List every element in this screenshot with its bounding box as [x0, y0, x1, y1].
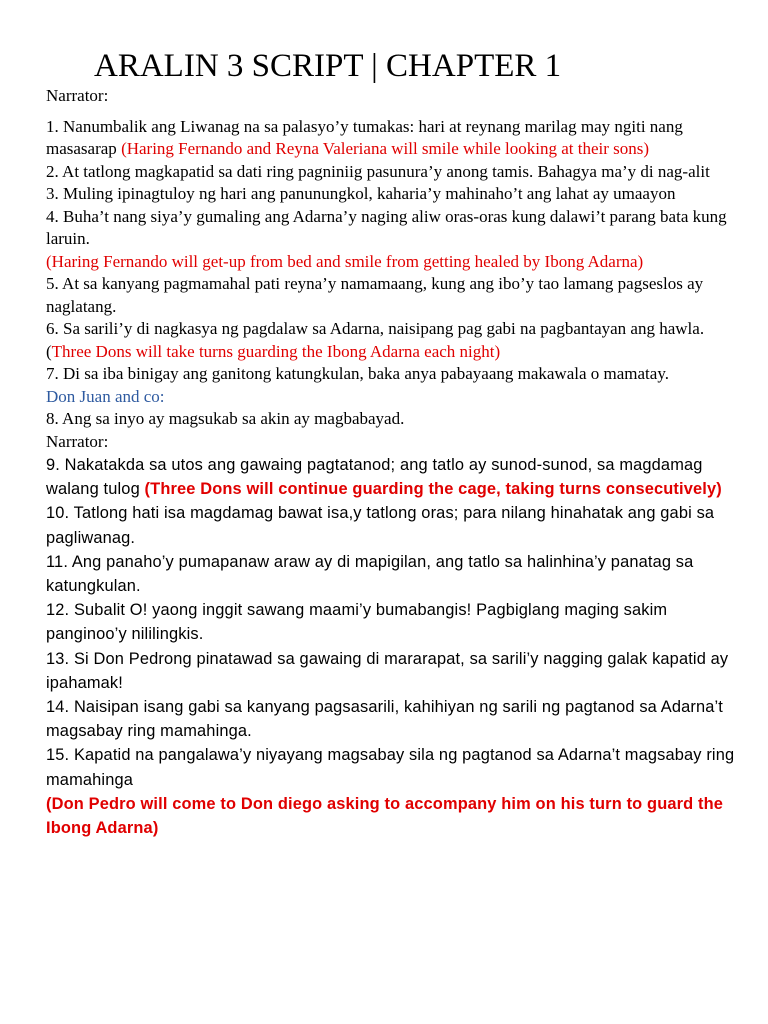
- stage-direction: (Haring Fernando and Reyna Valeriana will smile while looking at their sons): [121, 139, 650, 158]
- script-line-7: 7. Di sa iba binigay ang ganitong katungkulan, baka anya pabayaang makawala o mamatay.: [46, 364, 669, 383]
- stage-direction: (Three Dons will continue guarding the cage, taking turns consecutively): [144, 480, 722, 499]
- speaker-narrator-2: Narrator:: [46, 431, 109, 451]
- speaker-narrator: Narrator:: [46, 86, 109, 105]
- script-body: [46, 85, 736, 840]
- script-line-11: 11. Ang panaho’y pumapanaw araw ay di mapigilan, ang tatlo sa halinhina’y panatag sa katungkulan.: [46, 552, 694, 596]
- script-line-12: 12. Subalit O! yaong inggit sawang maami’y bumabangis! Pagbiglang maging sakim panginoo’y nililingkis.: [46, 601, 668, 644]
- script-line-3: 3. Muling ipinagtuloy ng hari ang panunungkol, kaharia’y mahinaho’t ang lahat ay umaayon: [46, 184, 676, 203]
- script-line-15: 15. Kapatid na pangalawa’y niyayang magsabay sila ng pagtanod sa Adarna’t magsabay ring mamahinga: [46, 746, 735, 789]
- stage-direction-6: [46, 341, 736, 364]
- speaker-don-juan: Don Juan and co:: [46, 386, 165, 406]
- script-line-2: 2. At tatlong magkapatid sa dati ring pagniniig pasunura’y anong tamis. Bahagya ma’y di nag-alit: [46, 161, 710, 181]
- line-text: 9. Nakatakda sa utos ang gawaing pagtatanod; ang tatlo ay sunod-sunod, sa magdamag walang tulog: [46, 456, 703, 499]
- script-line-6: 6. Sa sarili’y di nagkasya ng pagdalaw sa Adarna, naisipang pag gabi na pagbantayan ang hawla.: [46, 319, 705, 338]
- script-line-13: 13. Si Don Pedrong pinatawad sa gawaing di mararapat, sa sarili’y nagging galak kapatid ay ipahamak!: [46, 649, 729, 692]
- stage-direction-4: (Haring Fernando will get-up from bed and smile from getting healed by Ibong Adarna): [46, 251, 644, 271]
- sans-section: [46, 453, 736, 840]
- script-line-9: [46, 453, 736, 501]
- script-line-4: 4. Buha’t nang siya’y gumaling ang Adarna’y naging aliw oras-oras kung dalawi’t parang bata kung laruin.: [46, 206, 727, 248]
- script-line-10: 10. Tatlong hati isa magdamag bawat isa,y tatlong oras; para nilang hinahatak ang gabi sa pagliwanag.: [46, 504, 715, 547]
- line-text: 1. Nanumbalik ang Liwanag na sa palasyo’y tumakas: hari at reynang marilag may ngiti nang masasarap: [46, 116, 683, 158]
- script-line-5: 5. At sa kanyang pagmamahal pati reyna’y namamaang, kung ang ibo’y tao lamang pagseslos ay naglatang.: [46, 274, 704, 316]
- script-line-1: [46, 116, 736, 161]
- stage-direction-text: Three Dons will take turns guarding the Ibong Adarna each night): [51, 341, 501, 361]
- open-paren: (: [46, 341, 52, 361]
- script-line-8: 8. Ang sa inyo ay magsukab sa akin ay magbabayad.: [46, 409, 405, 428]
- page-title: ARALIN 3 SCRIPT | CHAPTER 1: [94, 48, 562, 84]
- script-line-14: 14. Naisipan isang gabi sa kanyang pagsasarili, kahihiyan ng sarili ng pagtanod sa Adarna’t magsabay ring mamahinga.: [46, 698, 723, 741]
- stage-direction-15: (Don Pedro will come to Don diego asking to accompany him on his turn to guard the Ibong Adarna): [46, 794, 724, 838]
